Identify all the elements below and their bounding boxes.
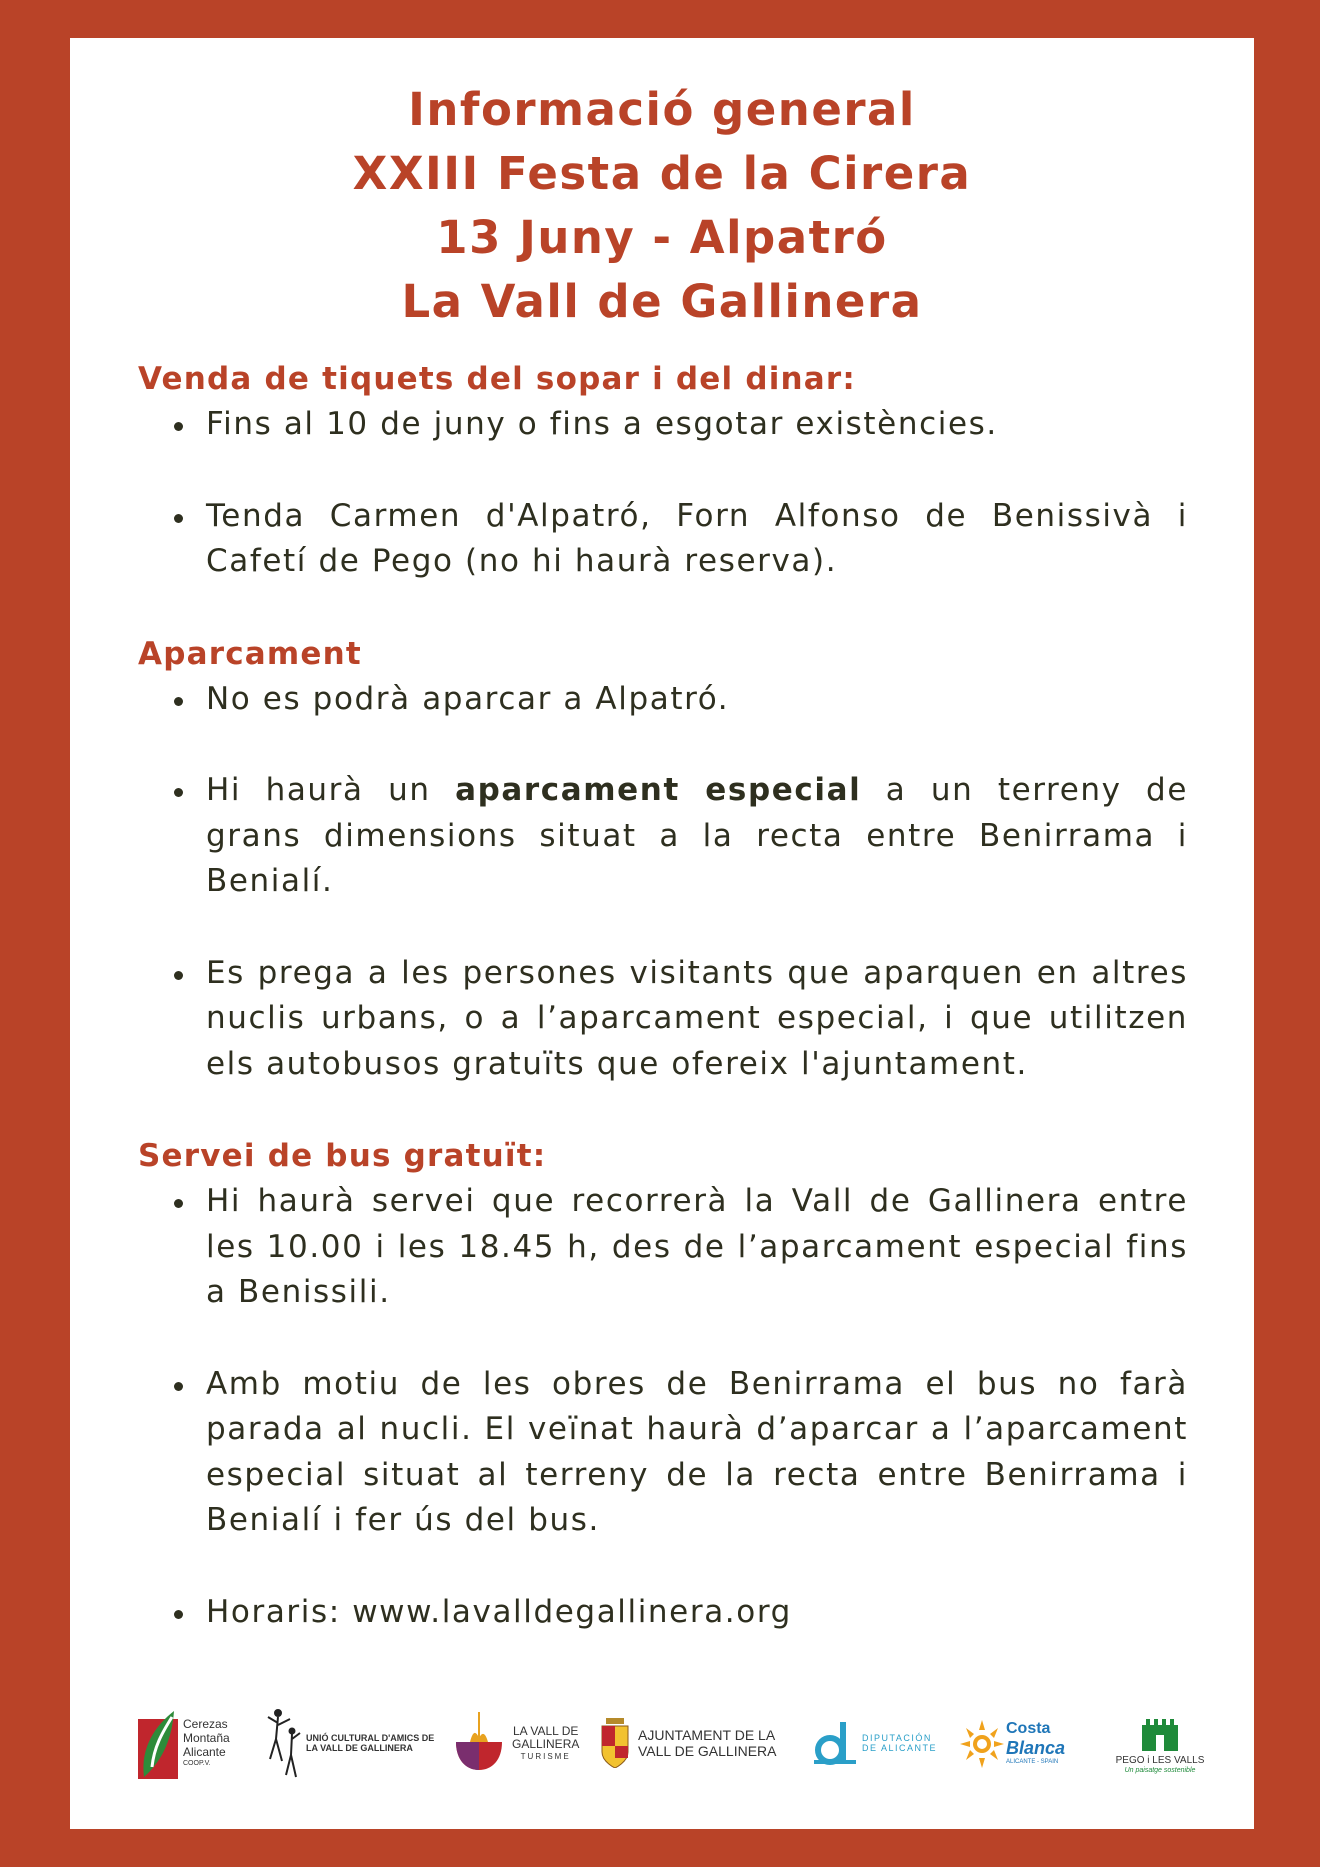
coat-of-arms-icon bbox=[600, 1718, 630, 1768]
logo-cerezas bbox=[138, 1688, 253, 1798]
bus-item-1: Hi haurà servei que recorrerà la Vall de Gallinera entre les 10.00 i les 18.45 h, des de l’aparcament especial fins a Benissili. bbox=[138, 1179, 1188, 1316]
parking-item-2-bold: aparcament especial bbox=[455, 772, 862, 808]
turisme-line-3: TURISME bbox=[520, 1752, 571, 1762]
title-line-1: Informació general bbox=[408, 83, 916, 136]
turisme-line-1: LA VALL DE bbox=[512, 1723, 579, 1738]
tickets-list bbox=[138, 402, 1188, 585]
turisme-line-2: GALLINERA bbox=[512, 1737, 580, 1752]
poster-title bbox=[70, 78, 1254, 334]
logo-costa-blanca bbox=[960, 1688, 1090, 1798]
logo-ajuntament bbox=[600, 1688, 800, 1798]
logo-unio-cultural bbox=[266, 1688, 442, 1798]
costa-line-1: Costa bbox=[1006, 1720, 1051, 1738]
tickets-item-1: Fins al 10 de juny o fins a esgotar existències. bbox=[138, 402, 1188, 448]
logo-diputacion bbox=[814, 1688, 944, 1798]
castle-icon bbox=[1138, 1711, 1182, 1751]
poster-card bbox=[70, 38, 1254, 1829]
parking-item-2 bbox=[138, 768, 1188, 905]
cerezas-line-2: Montaña bbox=[183, 1731, 230, 1746]
ajuntament-line-2: VALL DE GALLINERA bbox=[638, 1743, 777, 1759]
tickets-item-2: Tenda Carmen d'Alpatró, Forn Alfonso de Benissivà i Cafetí de Pego (no hi haurà reserva). bbox=[138, 494, 1188, 585]
logo-turisme bbox=[452, 1688, 582, 1798]
cerezas-line-4: COOP.V. bbox=[183, 1759, 211, 1767]
parking-item-2-pre: Hi haurà un bbox=[206, 772, 456, 808]
sponsor-logos bbox=[70, 1688, 1254, 1798]
bus-item-3: Horaris: www.lavalldegallinera.org bbox=[138, 1590, 1188, 1636]
title-line-4: La Vall de Gallinera bbox=[401, 275, 923, 328]
title-line-3: 13 Juny - Alpatró bbox=[436, 211, 888, 264]
parking-list bbox=[138, 677, 1188, 1088]
title-line-2: XXIII Festa de la Cirera bbox=[352, 147, 972, 200]
pego-line-1: PEGO i LES VALLS bbox=[1115, 1755, 1205, 1767]
tickets-heading: Venda de tiquets del sopar i del dinar: bbox=[138, 361, 857, 397]
cerezas-line-3: Alicante bbox=[183, 1744, 226, 1759]
sun-icon bbox=[960, 1718, 1004, 1768]
parking-item-3: Es prega a les persones visitants que aparquen en altres nuclis urbans, o a l’aparcament especial, i que utilitzen els autobusos gratuïts que ofereix l'ajuntament. bbox=[138, 951, 1188, 1088]
diputacion-line-1: DIPUTACIÓN bbox=[862, 1732, 932, 1743]
poster-body bbox=[138, 356, 1188, 1635]
bus-heading: Servei de bus gratuït: bbox=[138, 1138, 547, 1174]
cerezas-line-1: Cerezas bbox=[183, 1717, 228, 1732]
cherry-leaf-icon bbox=[138, 1707, 178, 1779]
bus-item-2: Amb motiu de les obres de Benirrama el bus no farà parada al nucli. El veïnat haurà d’aparcar a l’aparcament especial situat al terreny de la recta entre Benirrama i Benialí i fer ús del bus. bbox=[138, 1362, 1188, 1544]
diputacion-a-icon bbox=[814, 1718, 856, 1768]
diputacion-line-2: DE ALICANTE bbox=[862, 1743, 938, 1753]
parking-item-1: No es podrà aparcar a Alpatró. bbox=[138, 677, 1188, 723]
bowl-icon bbox=[452, 1708, 506, 1778]
pego-line-2: Un paisatge sostenible bbox=[1124, 1766, 1196, 1774]
parking-heading: Aparcament bbox=[138, 635, 362, 672]
unio-line-1: UNIÓ CULTURAL D'AMICS DE bbox=[306, 1732, 435, 1743]
logo-pego bbox=[1110, 1688, 1210, 1798]
costa-line-3: ALICANTE - SPAIN bbox=[1006, 1759, 1059, 1766]
dancers-icon bbox=[266, 1703, 302, 1783]
parking-item-2-post: a un terreny de grans dimensions situat a la recta entre Benirrama i Benialí. bbox=[206, 772, 1189, 899]
costa-line-2: Blanca bbox=[1006, 1738, 1066, 1759]
ajuntament-line-1: AJUNTAMENT DE LA bbox=[638, 1726, 776, 1743]
bus-list bbox=[138, 1179, 1188, 1635]
unio-line-2: LA VALL DE GALLINERA bbox=[306, 1743, 413, 1753]
